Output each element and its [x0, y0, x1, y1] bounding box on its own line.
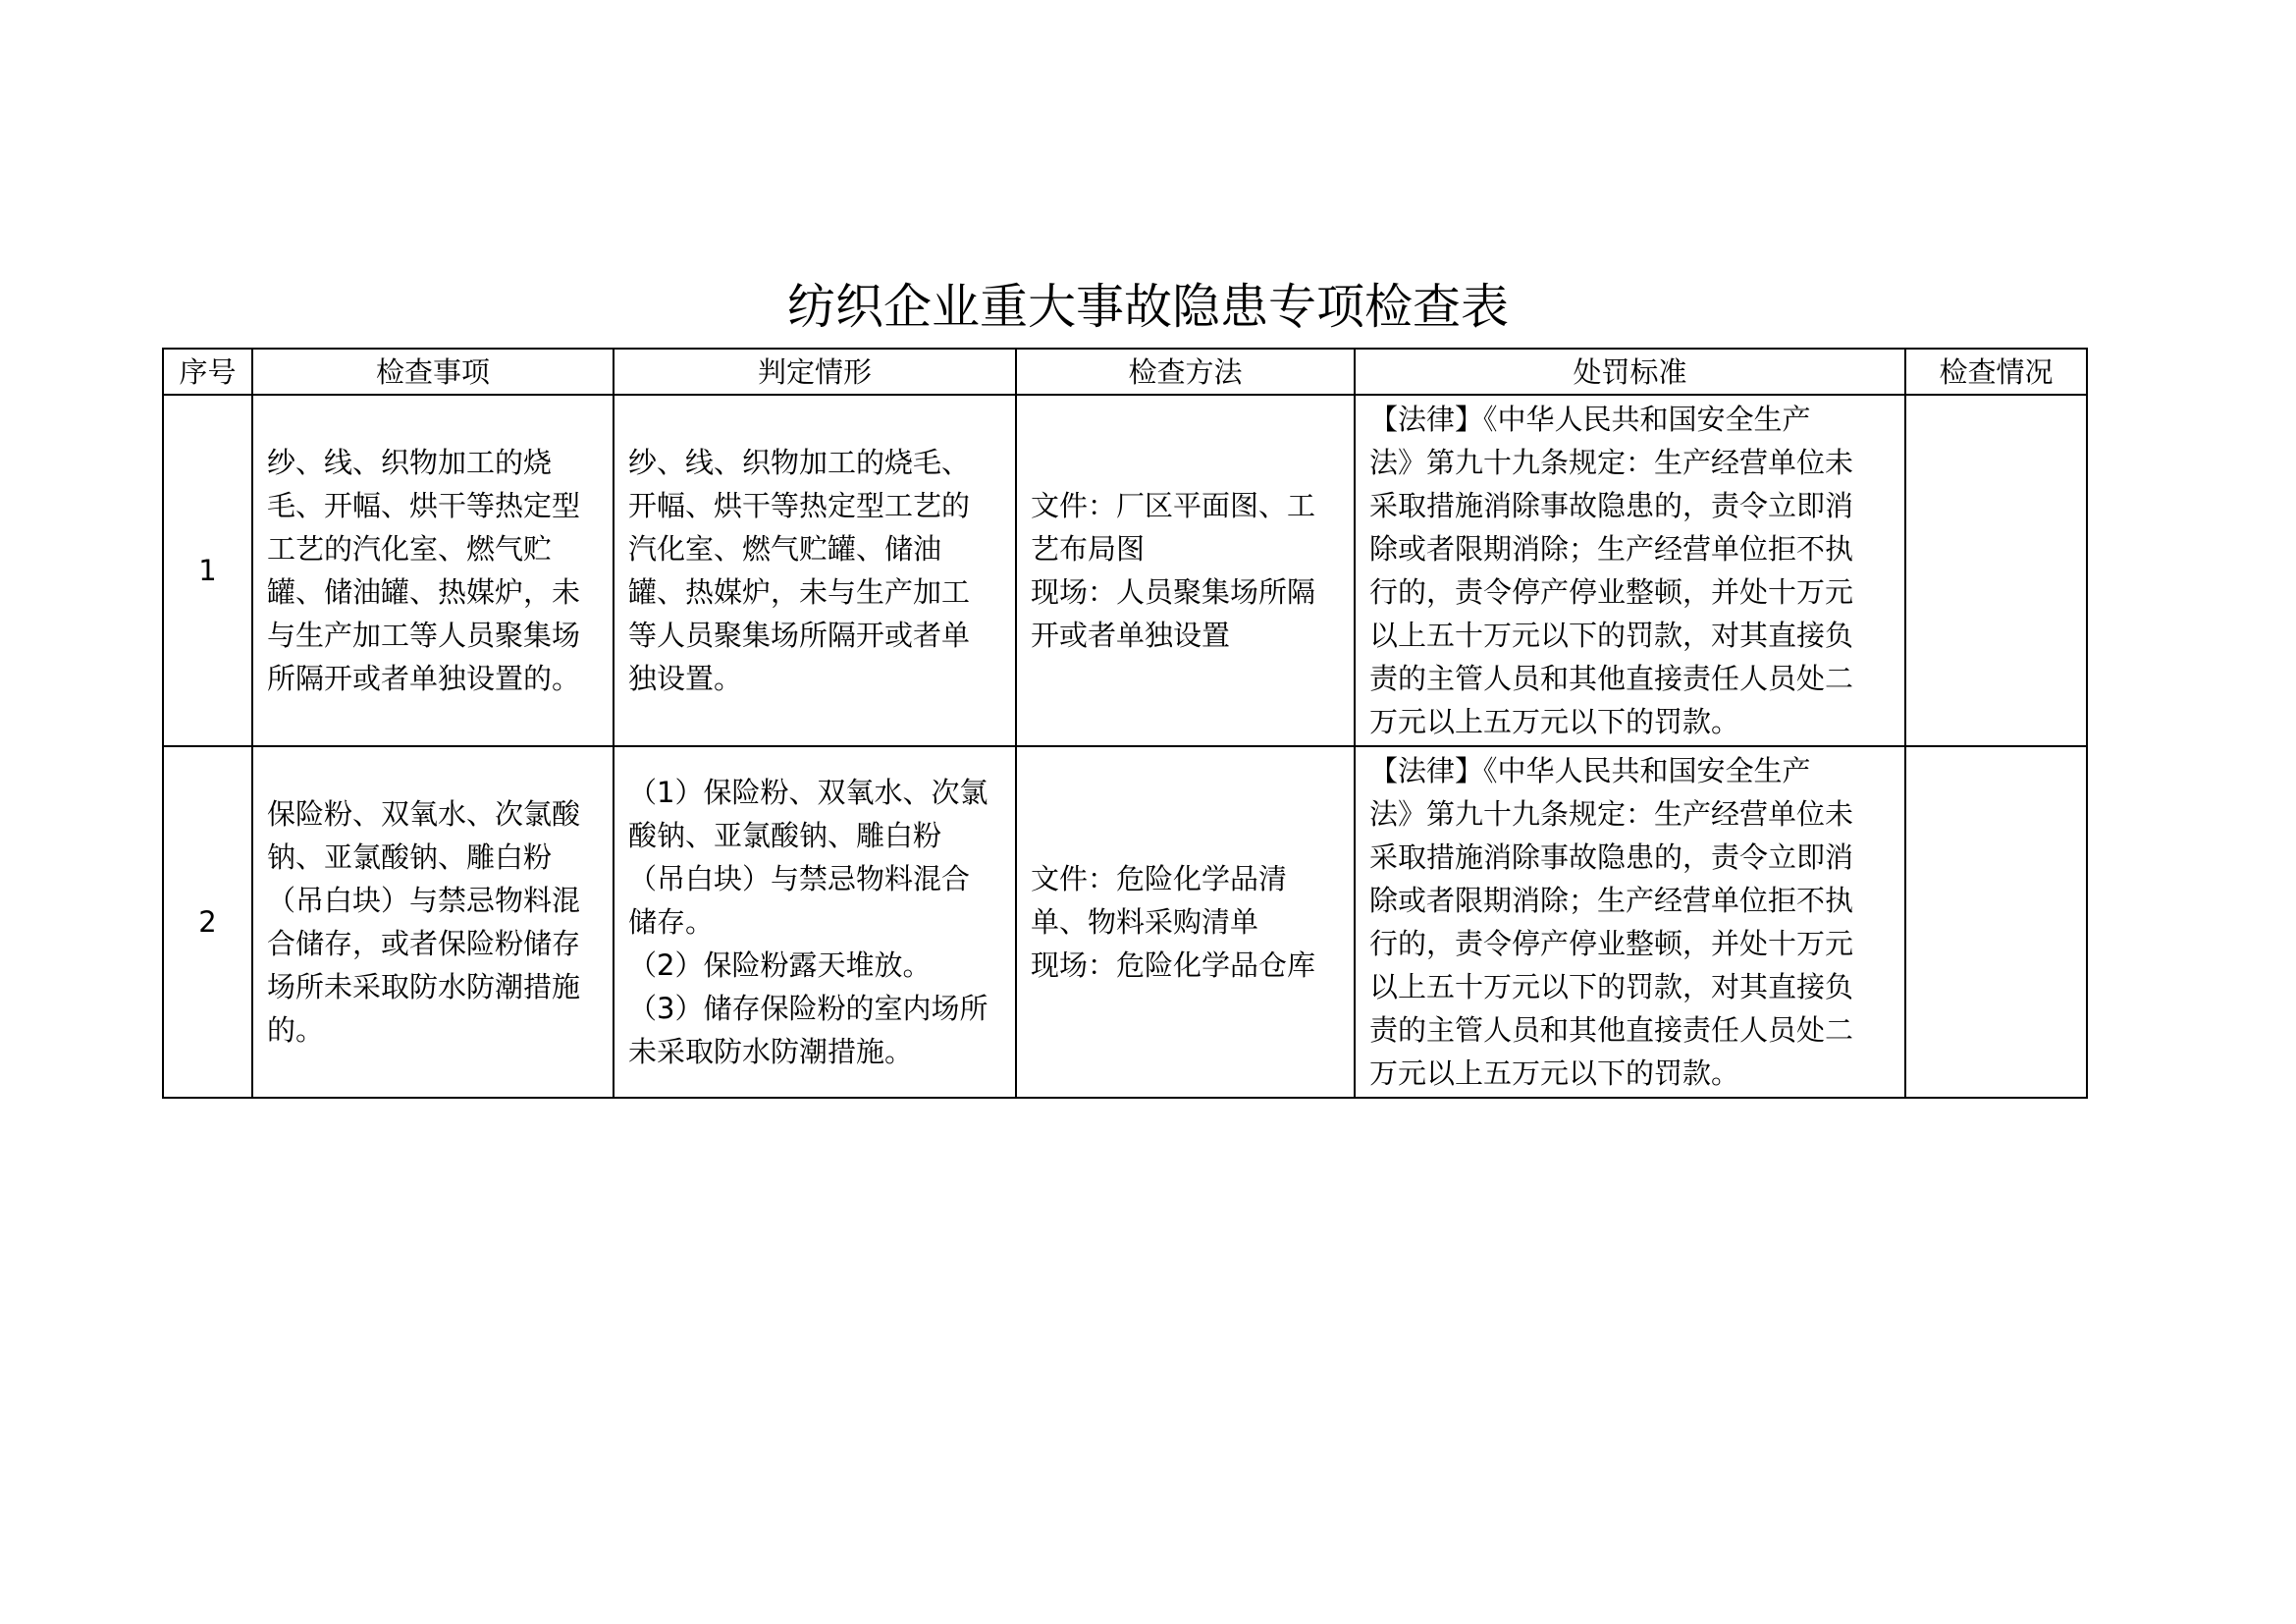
cell-penalty-line: 以上五十万元以下的罚款，对其直接负	[1369, 970, 1854, 1003]
header-penalty: 处罚标准	[1355, 349, 1905, 395]
cell-result[interactable]	[1905, 395, 2087, 746]
cell-method-line: 单、物料采购清单	[1031, 905, 1259, 939]
cell-item-line: 场所未采取防水防潮措施	[267, 970, 581, 1003]
cell-situation-line: （1）保险粉、双氧水、次氯	[628, 776, 988, 809]
table-row	[163, 746, 2087, 1098]
inspection-table	[162, 348, 2088, 1099]
cell-method	[1016, 746, 1355, 1098]
cell-penalty-line: 【法律】《中华人民共和国安全生产	[1369, 403, 1811, 436]
cell-situation-line: 未采取防水防潮措施。	[628, 1035, 914, 1068]
cell-method-line: 现场：人员聚集场所隔	[1031, 575, 1316, 609]
cell-penalty-line: 【法律】《中华人民共和国安全生产	[1369, 754, 1811, 787]
cell-item-line: 的。	[267, 1013, 325, 1047]
table-header	[163, 349, 2087, 395]
cell-penalty-line: 除或者限期消除；生产经营单位拒不执	[1369, 532, 1854, 566]
cell-penalty-line: 责的主管人员和其他直接责任人员处二	[1369, 1013, 1854, 1047]
cell-method-line: 开或者单独设置	[1031, 619, 1231, 652]
cell-penalty	[1355, 746, 1905, 1098]
header-method: 检查方法	[1016, 349, 1355, 395]
cell-method	[1016, 395, 1355, 746]
cell-penalty-line: 责的主管人员和其他直接责任人员处二	[1369, 662, 1854, 695]
cell-situation-line: 独设置。	[628, 662, 743, 695]
cell-penalty-line: 行的，责令停产停业整顿，并处十万元	[1369, 575, 1854, 609]
header-item: 检查事项	[252, 349, 614, 395]
cell-situation-line: 开幅、烘干等热定型工艺的	[628, 489, 971, 522]
cell-penalty-line: 采取措施消除事故隐患的，责令立即消	[1369, 489, 1854, 522]
cell-penalty-line: 法》第九十九条规定：生产经营单位未	[1369, 446, 1854, 479]
cell-item-line: 与生产加工等人员聚集场	[267, 619, 581, 652]
cell-penalty-line: 万元以上五万元以下的罚款。	[1369, 1056, 1740, 1090]
cell-penalty-line: 以上五十万元以下的罚款，对其直接负	[1369, 619, 1854, 652]
table-row	[163, 395, 2087, 746]
cell-item	[252, 395, 614, 746]
cell-situation-line: 酸钠、亚氯酸钠、雕白粉	[628, 819, 942, 852]
cell-penalty-line: 法》第九十九条规定：生产经营单位未	[1369, 797, 1854, 831]
cell-item-line: （吊白块）与禁忌物料混	[267, 884, 581, 917]
cell-no: 2	[163, 746, 252, 1098]
cell-situation	[614, 746, 1016, 1098]
cell-method-line: 艺布局图	[1031, 532, 1146, 566]
cell-penalty-line: 万元以上五万元以下的罚款。	[1369, 705, 1740, 738]
cell-no: 1	[163, 395, 252, 746]
cell-method-line: 现场：危险化学品仓库	[1031, 948, 1316, 982]
header-row	[163, 349, 2087, 395]
header-situation: 判定情形	[614, 349, 1016, 395]
cell-situation-line: （2）保险粉露天堆放。	[628, 948, 932, 982]
cell-item-line: 所隔开或者单独设置的。	[267, 662, 581, 695]
cell-item-line: 毛、开幅、烘干等热定型	[267, 489, 581, 522]
cell-situation-line: 汽化室、燃气贮罐、储油	[628, 532, 942, 566]
cell-item-line: 保险粉、双氧水、次氯酸	[267, 797, 581, 831]
cell-method-line: 文件：厂区平面图、工	[1031, 489, 1316, 522]
cell-situation-line: （3）储存保险粉的室内场所	[628, 992, 988, 1025]
table-body	[163, 395, 2087, 1098]
header-result: 检查情况	[1905, 349, 2087, 395]
cell-situation-line: 储存。	[628, 905, 715, 939]
cell-penalty-line: 行的，责令停产停业整顿，并处十万元	[1369, 927, 1854, 960]
cell-result[interactable]	[1905, 746, 2087, 1098]
cell-situation	[614, 395, 1016, 746]
document-title: 纺织企业重大事故隐患专项检查表	[786, 279, 1509, 335]
cell-situation-line: 等人员聚集场所隔开或者单	[628, 619, 971, 652]
cell-penalty-line: 采取措施消除事故隐患的，责令立即消	[1369, 840, 1854, 874]
cell-method-line: 文件：危险化学品清	[1031, 862, 1288, 895]
cell-item-line: 工艺的汽化室、燃气贮	[267, 532, 553, 566]
cell-item-line: 钠、亚氯酸钠、雕白粉	[267, 840, 553, 874]
cell-item-line: 合储存，或者保险粉储存	[267, 927, 581, 960]
cell-item-line: 纱、线、织物加工的烧	[267, 446, 553, 479]
cell-penalty-line: 除或者限期消除；生产经营单位拒不执	[1369, 884, 1854, 917]
cell-situation-line: 纱、线、织物加工的烧毛、	[628, 446, 971, 479]
cell-situation-line: 罐、热媒炉，未与生产加工	[628, 575, 971, 609]
header-no: 序号	[163, 349, 252, 395]
cell-situation-line: （吊白块）与禁忌物料混合	[628, 862, 971, 895]
cell-item	[252, 746, 614, 1098]
cell-item-line: 罐、储油罐、热媒炉，未	[267, 575, 581, 609]
cell-penalty	[1355, 395, 1905, 746]
